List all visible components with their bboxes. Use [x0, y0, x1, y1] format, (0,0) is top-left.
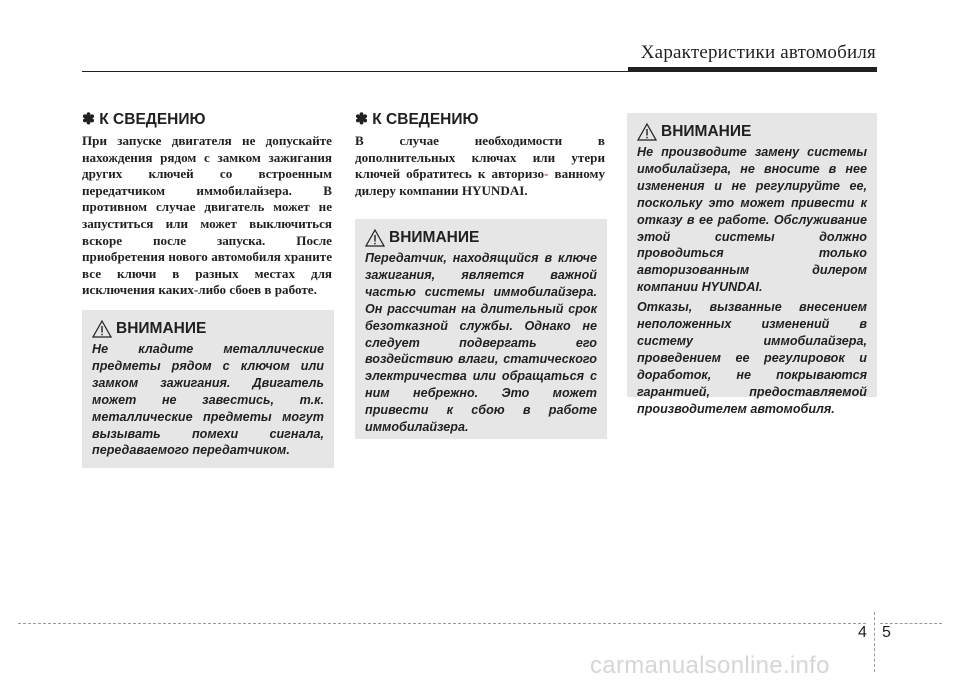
warning-box-1 [82, 310, 334, 468]
info-note-2 [355, 110, 605, 199]
warning-title: ВНИМАНИЕ [389, 229, 480, 246]
warning-text: Не кладите металлические предметы рядом с ключом или замком зажигания. Двигатель может не завестись, т.к. металлические предметы могут вызывать помехи сигнала, передаваемого передатчиком. [92, 342, 324, 458]
warning-triangle-icon [92, 320, 112, 338]
warning-text: Отказы, вызванные внесением неположенных изменений в систему иммобилайзера, проведением ее регулировок и доработок, не покрываются гарантией, предоставляемой производителем автомобиля. [637, 300, 867, 416]
warning-title: ВНИМАНИЕ [116, 320, 207, 337]
info-note-title: ✽ К СВЕДЕНИЮ [82, 111, 206, 128]
warning-triangle-icon [637, 123, 657, 141]
warning-heading [365, 229, 597, 247]
info-note-text: При запуске двигателя не допускайте нахождения рядом с замком зажигания других ключей со встроенным передатчиком иммобилайзера. В противном случае двигатель может не запуститься или может выключиться вскоре после запуска. После приобретения нового автомобиля храните все ключи в разных местах для исключения каких-либо сбоев в работе. [82, 133, 332, 298]
warning-box-3 [627, 113, 877, 416]
info-note-text-part: ванному дилеру компании HYUNDAI. [355, 166, 605, 198]
page-number-right: 5 [882, 624, 891, 641]
info-note-text [355, 133, 605, 199]
info-note-text-part: В случае необходимости в дополнительных ключах или утери ключей обратитесь к авторизо [355, 133, 605, 182]
footer-rule [18, 623, 866, 624]
warning-box-2 [355, 219, 607, 439]
page-number-left: 4 [858, 624, 867, 641]
header-rule [82, 71, 630, 72]
watermark: carmanualsonline.info [590, 652, 830, 679]
warning-text: Передатчик, находящийся в ключе зажигания, является важной частью системы иммобилайзера. Он рассчитан на длительный срок безотказной службы. Однако не следует подвергать его воздействию влаги, статического электричества или обращаться с ним небрежно. Это может привести к сбою в работе иммобилайзера. [365, 251, 597, 435]
warning-title: ВНИМАНИЕ [661, 123, 752, 140]
warning-text: Не производите замену системы имобилайзера, не вносите в нее изменения и не регулируйте ее, поскольку это может привести к отказу в ее работе. Обслуживание этой системы должно проводиться только авторизованным дилером компании HYUNDAI. [637, 145, 867, 295]
warning-triangle-icon [365, 229, 385, 247]
hyphen-mark: - [544, 166, 549, 182]
page-separator [874, 612, 875, 672]
info-note-title: ✽ К СВЕДЕНИЮ [355, 111, 479, 128]
warning-heading [92, 320, 324, 338]
header-rule-bold [628, 67, 877, 72]
warning-heading [637, 123, 867, 141]
info-note-1 [82, 110, 332, 299]
page-header-title: Характеристики автомобиля [640, 42, 876, 63]
